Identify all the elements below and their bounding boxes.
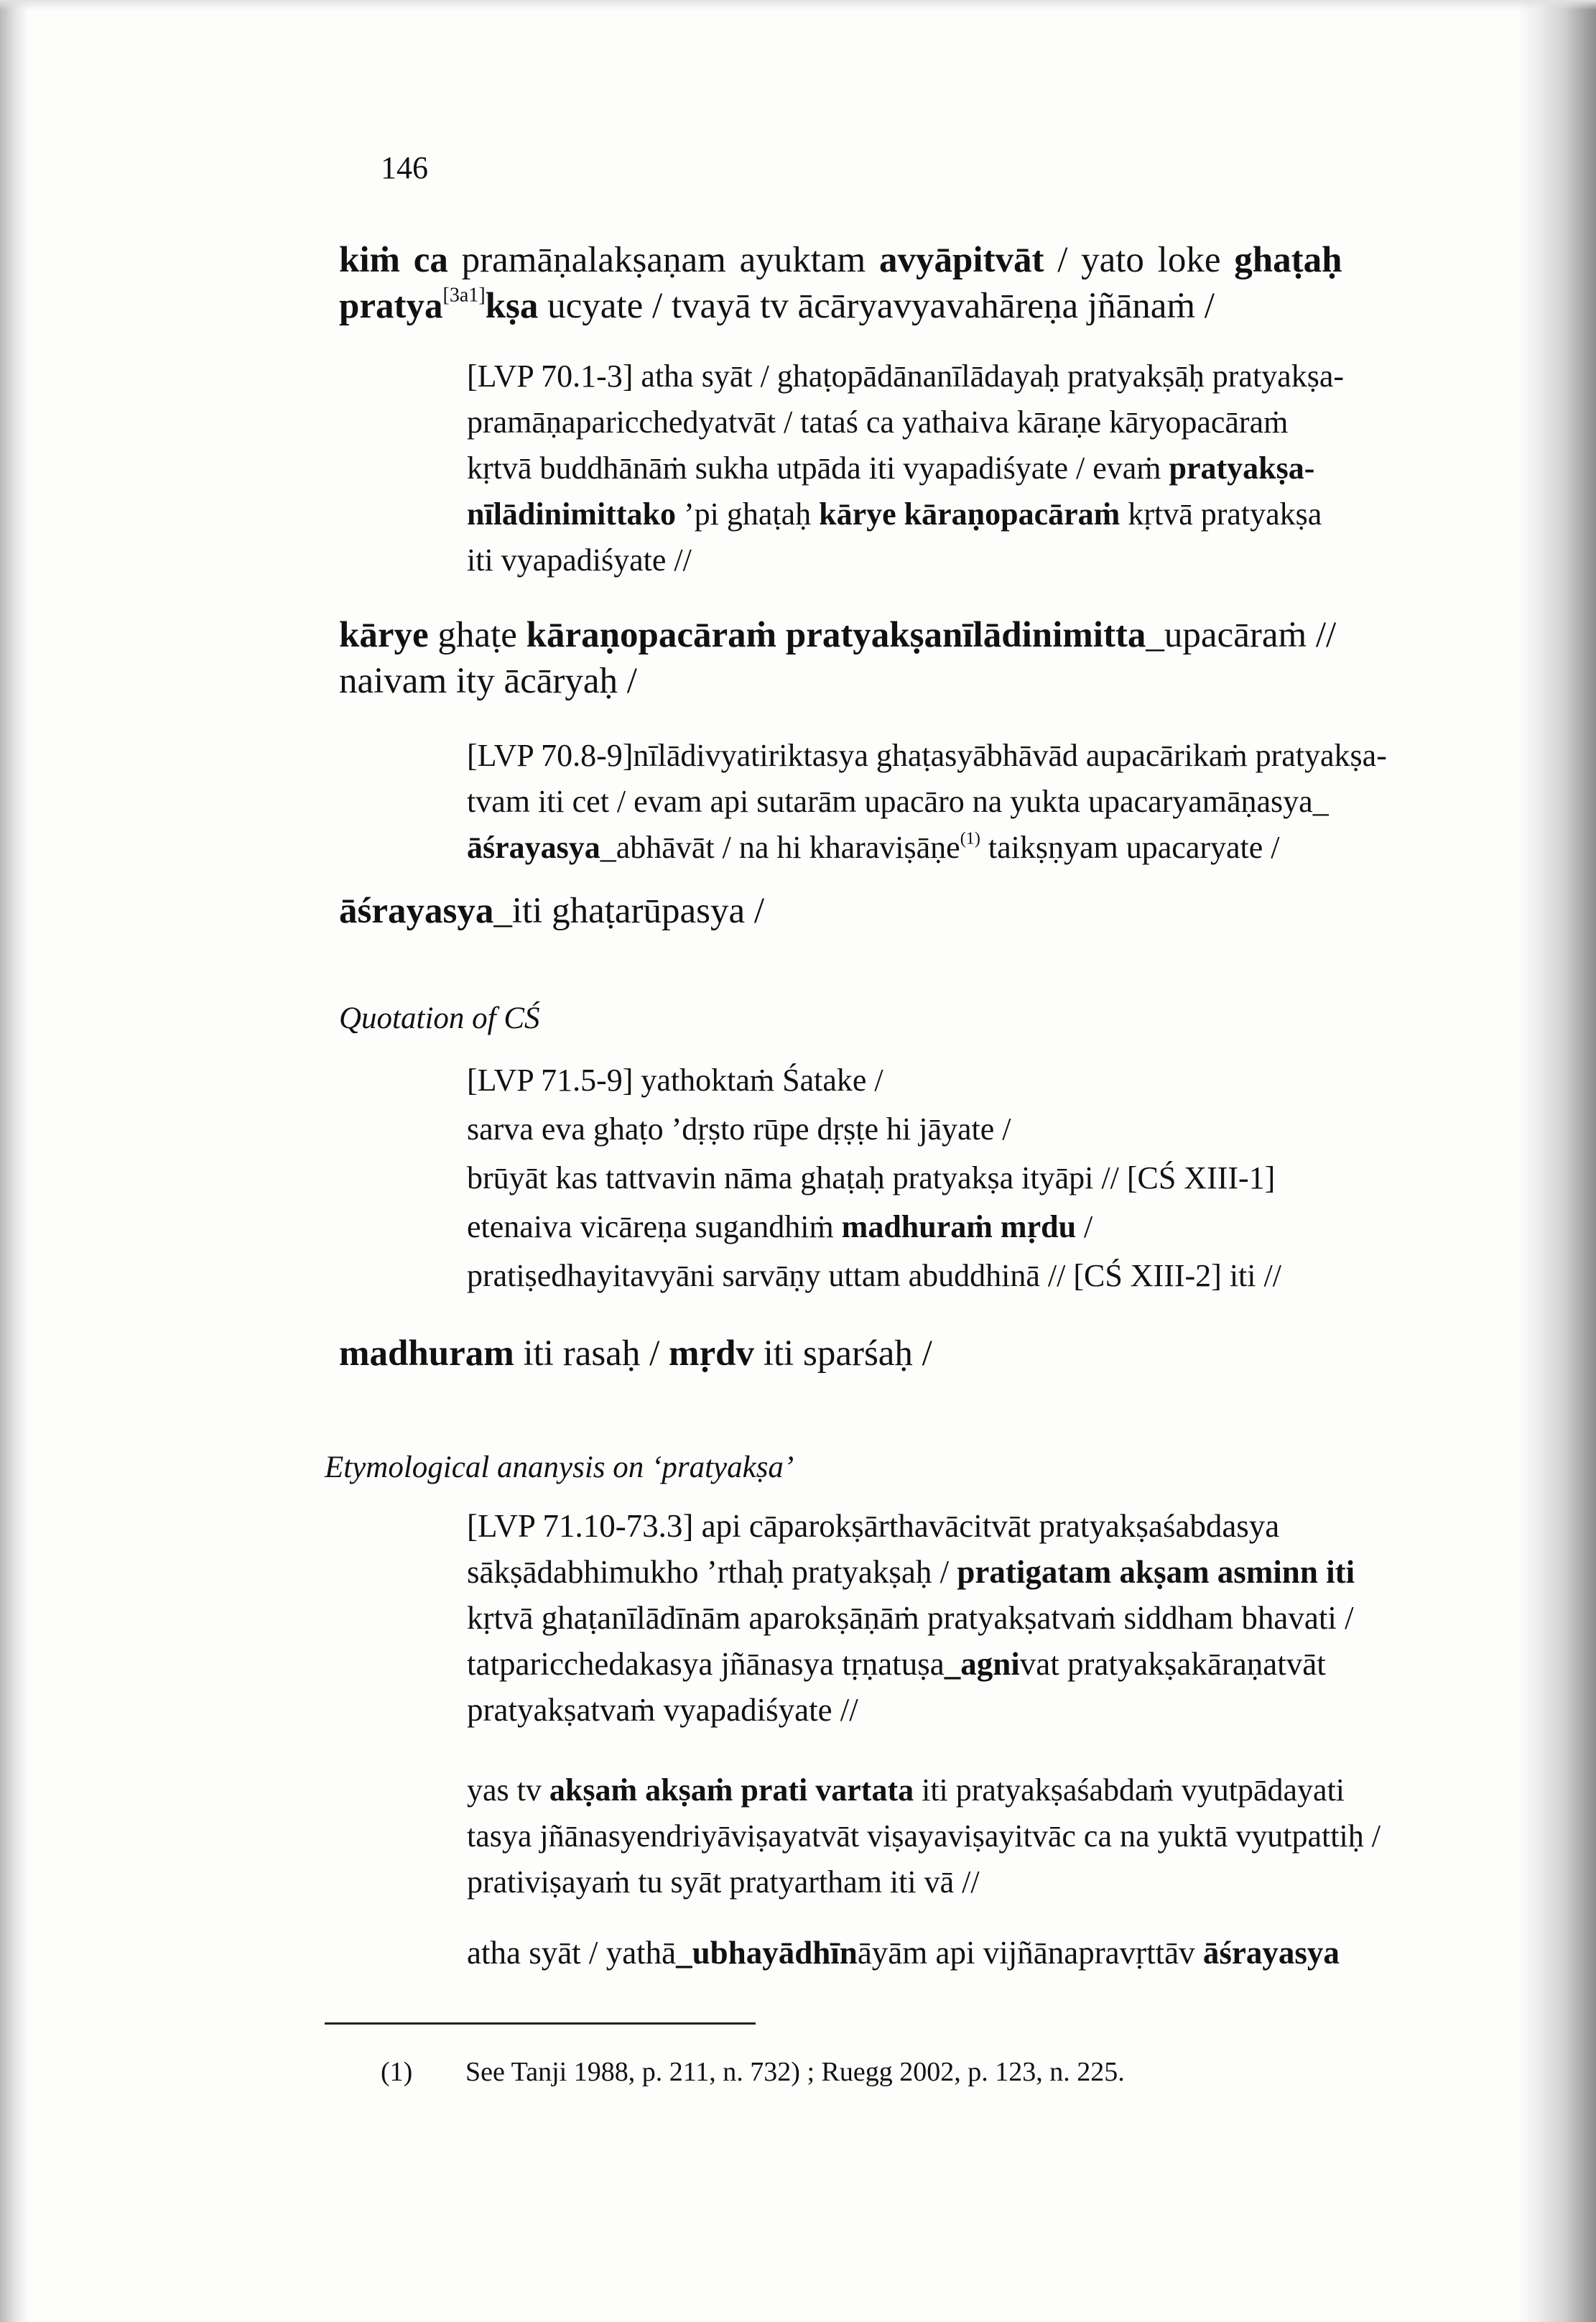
bold-term: ghaṭaḥ — [1234, 240, 1342, 280]
section-heading-quotation: Quotation of CŚ — [339, 1002, 540, 1035]
paragraph-5 — [339, 888, 1524, 934]
quote-line-1: [LVP 71.5-9] yathoktaṁ Śatake / — [467, 1063, 883, 1098]
bold-term: _agni — [944, 1646, 1020, 1682]
bold-term: ca — [413, 240, 448, 280]
e1-line-5: pratyakṣatvaṁ vyapadiśyate // — [467, 1692, 858, 1728]
e1-line-4: tatparicchedakasya jñānasya tṛṇatuṣa_agnivat pratyakṣakāraṇatvāt — [467, 1646, 1326, 1682]
p2-line-5: iti vyapadiśyate // — [467, 542, 692, 578]
footnote-number: (1) — [381, 2057, 413, 2087]
p1-line-2: pratya[3a1]kṣa ucyate / tvayā tv ācāryavyavahāreṇa jñānaṁ / — [339, 284, 1215, 326]
p3-line-1: kārye ghaṭe kāraṇopacāraṁ pratyakṣanīlādinimitta_upacāraṁ // — [339, 615, 1337, 655]
bold-term: akṣaṁ akṣaṁ prati vartata — [549, 1772, 914, 1808]
bold-term: nīlādinimittako — [467, 496, 676, 532]
bold-term: āśrayasya — [1202, 1935, 1340, 1971]
etymology-paragraph-3 — [467, 1930, 1523, 1976]
footnote-rule — [325, 2022, 756, 2025]
p6-line-1: madhuram iti rasaḥ / mṛdv iti sparśaḥ / — [339, 1333, 932, 1374]
bold-term: kiṁ — [339, 240, 401, 280]
e3-line-1: atha syāt / yathā_ubhayādhīnāyām api vijñānapravṛttāv āśrayasya — [467, 1935, 1340, 1971]
scan-edge-left — [0, 0, 29, 2322]
bold-term: kārye kāraṇopacāraṁ — [819, 496, 1121, 532]
bold-term: pratigatam akṣam asminn iti — [957, 1554, 1355, 1590]
quotation-block — [467, 1056, 1523, 1300]
bold-term: _ubhayādhīn — [676, 1935, 858, 1971]
etymology-paragraph-1 — [467, 1503, 1523, 1733]
e1-line-2: sākṣādabhimukho ’rthaḥ pratyakṣaḥ / pratigatam akṣam asminn iti — [467, 1554, 1355, 1590]
p4-line-3: āśrayasya_abhāvāt / na hi kharaviṣāṇe$^{(1)}$ taikṣṇyam upacaryate / — [467, 828, 1280, 865]
footnote — [381, 2056, 1125, 2088]
e2-line-3: prativiṣayaṁ tu syāt pratyartham iti vā // — [467, 1864, 980, 1900]
paragraph-1 — [339, 237, 1524, 329]
e2-line-1: yas tv akṣaṁ akṣaṁ prati vartata iti pratyakṣaśabdaṁ vyutpādayati — [467, 1772, 1345, 1808]
e1-line-3: kṛtvā ghaṭanīlādīnām aparokṣāṇāṁ pratyakṣatvaṁ siddham bhavati / — [467, 1600, 1354, 1636]
bold-term: kāraṇopacāraṁ pratyakṣanīlādinimitta — [526, 615, 1146, 655]
bold-term: pratya — [339, 286, 443, 326]
e2-line-2: tasya jñānasyendriyāviṣayatvāt viṣayaviṣayitvāc ca na yuktā vyutpattiḥ / — [467, 1818, 1381, 1854]
paragraph-2 — [467, 353, 1523, 583]
scan-edge-top — [0, 0, 1596, 10]
paragraph-4 — [467, 733, 1523, 871]
p1-line-1: kiṁ ca pramāṇalakṣaṇam ayuktam avyāpitvāt / yato loke ghaṭaḥ — [339, 240, 1342, 280]
p2-line-1: [LVP 70.1-3] atha syāt / ghaṭopādānanīlādayaḥ pratyakṣāḥ pratyakṣa- — [467, 359, 1344, 394]
page-number: 146 — [381, 150, 428, 185]
quote-line-4: etenaiva vicāreṇa sugandhiṁ madhuraṁ mṛdu / — [467, 1209, 1093, 1244]
bold-term: avyāpitvāt — [878, 240, 1044, 280]
scan-edge-right — [1517, 0, 1596, 2322]
bold-term: pratyakṣa- — [1169, 450, 1315, 486]
quote-line-5: pratiṣedhayitavyāni sarvāṇy uttam abuddhinā // [CŚ XIII-2] iti // — [467, 1258, 1281, 1293]
paragraph-3 — [339, 612, 1524, 704]
p5-line-1: āśrayasya_iti ghaṭarūpasya / — [339, 891, 765, 931]
bold-term: āśrayasya — [467, 830, 600, 865]
bold-term: āśrayasya — [339, 891, 494, 931]
p4-line-1: [LVP 70.8-9]nīlādivyatiriktasya ghaṭasyābhāvād aupacārikaṁ pratyakṣa- — [467, 738, 1387, 773]
bold-term: mṛdv — [668, 1333, 754, 1374]
bold-term: kārye — [339, 615, 429, 655]
bold-term: kṣa — [485, 286, 539, 326]
e1-line-1: [LVP 71.10-73.3] api cāparokṣārthavācitvāt pratyakṣaśabdasya — [467, 1508, 1280, 1544]
quote-line-3: brūyāt kas tattvavin nāma ghaṭaḥ pratyakṣa ityāpi // [CŚ XIII-1] — [467, 1160, 1276, 1195]
bold-term: madhuram — [339, 1333, 514, 1374]
bold-term: madhuraṁ mṛdu — [841, 1209, 1077, 1244]
p3-line-2: naivam ity ācāryaḥ / — [339, 661, 637, 701]
paragraph-6 — [339, 1331, 1524, 1377]
quote-line-2: sarva eva ghaṭo ’dṛṣto rūpe dṛṣṭe hi jāyate / — [467, 1111, 1011, 1147]
p2-line-4: nīlādinimittako ’pi ghaṭaḥ kārye kāraṇopacāraṁ kṛtvā pratyakṣa — [467, 496, 1322, 532]
footnote-ref: (1) — [960, 828, 980, 848]
p2-line-3: kṛtvā buddhānāṁ sukha utpāda iti vyapadiśyate / evaṁ pratyakṣa- — [467, 450, 1315, 486]
p2-line-2: pramāṇaparicchedyatvāt / tataś ca yathaiva kāraṇe kāryopacāraṁ — [467, 404, 1289, 440]
section-heading-etymology: Etymological ananysis on ‘pratyakṣa’ — [325, 1451, 794, 1484]
folio-marker: [3a1] — [442, 284, 486, 307]
p4-line-2: tvam iti cet / evam api sutarām upacāro na yukta upacaryamāṇasya_ — [467, 784, 1329, 819]
etymology-paragraph-2 — [467, 1767, 1523, 1905]
footnote-text: See Tanji 1988, p. 211, n. 732) ; Ruegg 2002, p. 123, n. 225. — [465, 2057, 1125, 2087]
